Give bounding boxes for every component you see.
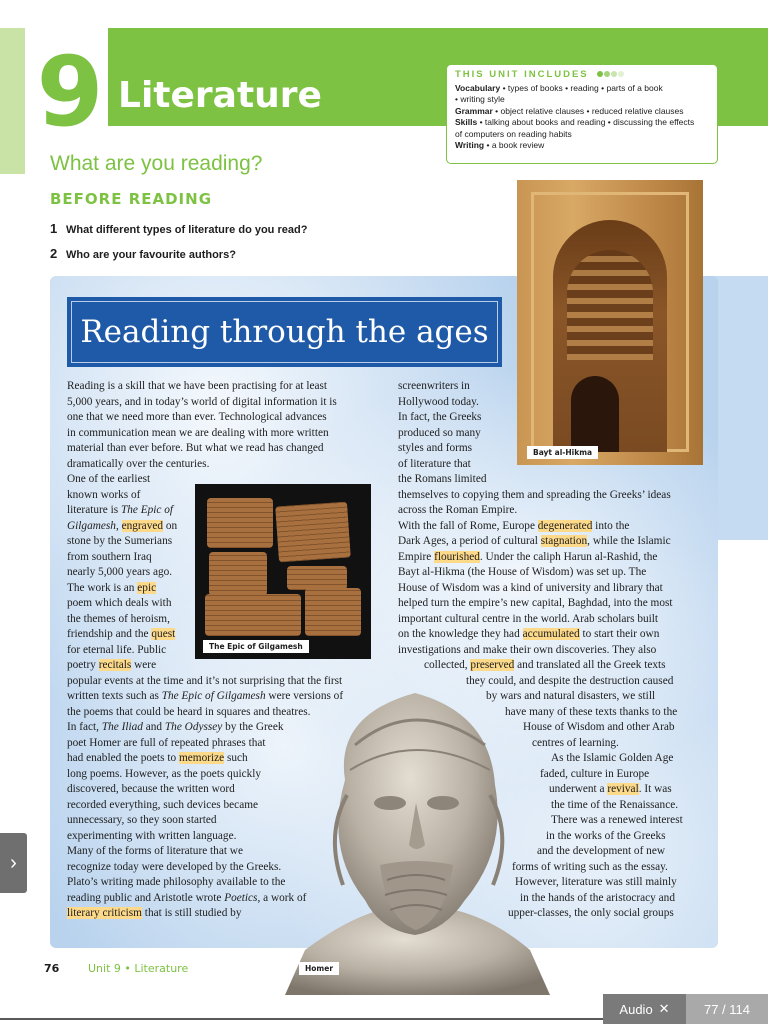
article-line — [67, 503, 173, 518]
text-run: Many of the forms of literature that we — [67, 845, 243, 857]
text-run: that is still studied by — [141, 907, 242, 919]
text-run: into the — [592, 519, 630, 532]
text-run: stone by the Sumerians — [67, 535, 173, 547]
text-run: reading public and Aristotle wrote — [67, 891, 225, 904]
text-run: experimenting with written language. — [67, 829, 237, 842]
highlighted-word: revival — [607, 783, 639, 795]
dot-icon — [604, 71, 610, 77]
article-line — [67, 860, 281, 875]
text-run: in communication mean we are dealing with more written — [67, 426, 329, 439]
text-run: material than ever before. But what we read has changed — [67, 442, 324, 454]
text-run: poet Homer are full of repeated phrases that — [67, 736, 266, 749]
text-run: on the knowledge they had — [398, 628, 523, 640]
question-text: Who are your favourite authors? — [66, 249, 236, 261]
unit-side-bar — [0, 28, 25, 174]
article-line — [398, 488, 671, 503]
article-line — [67, 751, 248, 766]
article-line — [67, 457, 209, 472]
article-title: Reading through the ages — [71, 301, 498, 363]
text-run: had enabled the poets to — [67, 752, 179, 764]
article-line — [67, 472, 150, 487]
unit-includes-title: THIS UNIT INCLUDES — [455, 69, 589, 80]
article-line — [398, 395, 479, 410]
article-line — [398, 410, 481, 425]
tablet-caption: The Epic of Gilgamesh — [203, 640, 309, 653]
question-text: What different types of literature do you read? — [66, 224, 308, 236]
text-run: in the hands of the aristocracy and — [520, 891, 675, 904]
text-run: friendship and the — [67, 628, 152, 640]
text-run: House of Wisdom and other Arab — [523, 721, 675, 733]
grammar-row — [455, 106, 709, 118]
text-run: and the development of new — [537, 845, 665, 857]
unit-number: 9 — [36, 36, 104, 148]
highlighted-word: stagnation — [540, 535, 588, 547]
question-number: 1 — [50, 221, 58, 236]
tablet-fragment — [305, 588, 361, 636]
text-run: on — [163, 519, 178, 532]
text-run: However, literature was still mainly — [515, 876, 677, 888]
question-number: 2 — [50, 246, 58, 261]
article-line — [67, 875, 285, 890]
text-run: 5,000 years, and in today’s world of digital information it is — [67, 395, 337, 408]
text-run: nearly 5,000 years ago. — [67, 566, 173, 578]
article-line — [67, 798, 258, 813]
highlighted-word: literary criticism — [67, 907, 142, 919]
homer-caption: Homer — [299, 962, 339, 975]
text-run: . Under the caliph Harun al-Rashid, the — [479, 550, 658, 563]
article-line — [67, 534, 172, 549]
muqarnas-shape — [567, 250, 653, 360]
italic-title: The Epic of Gilgamesh — [161, 690, 266, 702]
unit-title: Literature — [118, 75, 322, 116]
audio-toggle-button[interactable] — [603, 994, 686, 1024]
vocabulary-row-2: • writing style — [455, 94, 505, 104]
article-line — [67, 596, 171, 611]
article-line — [67, 643, 166, 658]
article-line — [67, 519, 177, 534]
tablet-fragment — [275, 502, 351, 563]
article-line — [398, 643, 656, 658]
text-run: House of Wisdom was a kind of university and library that — [398, 581, 663, 594]
text-run: the time of the Renaissance. — [551, 798, 679, 811]
text-run: recognize today were developed by the Greeks. — [67, 860, 282, 873]
article-line — [546, 829, 666, 844]
writing-text: • a book review — [484, 140, 545, 150]
article-line — [398, 441, 472, 456]
text-run: in the works of the Greeks — [546, 829, 666, 842]
close-icon[interactable]: ✕ — [658, 1001, 670, 1016]
text-run: faded, culture in Europe — [540, 767, 650, 780]
highlighted-word: epic — [137, 581, 157, 594]
text-run: the themes of heroism, — [67, 612, 170, 625]
page-number: 76 — [44, 962, 60, 975]
text-run: , — [115, 519, 122, 532]
text-run: to start their own — [579, 628, 660, 640]
vocabulary-row — [455, 83, 709, 95]
text-run: screenwriters in — [398, 380, 470, 392]
text-run: discovered, because the written word — [67, 783, 235, 795]
progress-dots — [597, 69, 625, 81]
vocabulary-text: • types of books • reading • parts of a book — [500, 82, 663, 93]
article-line — [551, 751, 673, 766]
text-run: popular events at the time and it’s not surprising that the first — [67, 674, 343, 687]
text-run: dramatically over the centuries. — [67, 457, 210, 470]
article-line — [67, 813, 217, 828]
tablet-fragment — [205, 594, 301, 636]
text-run: centres of learning. — [532, 736, 619, 749]
highlighted-word: quest — [151, 628, 176, 640]
text-run: There was a renewed interest — [551, 814, 683, 826]
article-line — [67, 612, 170, 627]
text-run: poem which deals with — [67, 597, 172, 609]
article-line — [398, 503, 517, 518]
highlighted-word: preserved — [470, 659, 515, 671]
article-line — [398, 627, 659, 642]
article-title-box — [67, 297, 502, 367]
italic-title: Gilgamesh — [67, 519, 116, 532]
text-run: recorded everything, such devices became — [67, 798, 259, 811]
vocabulary-label: Vocabulary — [455, 82, 501, 93]
article-line — [67, 627, 175, 642]
skills-text: • talking about books and reading • discussing the effects — [477, 117, 695, 127]
unit-includes-box — [446, 64, 718, 164]
article-line — [67, 426, 329, 441]
article-line — [537, 844, 665, 859]
text-run: literature is — [67, 504, 121, 516]
text-run: and translated all the Greek texts — [514, 659, 666, 671]
tablet-fragment — [207, 498, 273, 548]
article-line — [67, 720, 283, 735]
text-run: With the fall of Rome, Europe — [398, 519, 538, 532]
text-run: collected, — [424, 659, 471, 671]
text-run: underwent a — [549, 783, 608, 795]
before-reading-heading: BEFORE READING — [50, 190, 213, 208]
text-run: Bayt al-Hikma (the House of Wisdom) was set up. The — [398, 566, 647, 578]
highlighted-word: accumulated — [522, 628, 580, 640]
unit-includes-heading — [455, 69, 709, 81]
text-run: across the Roman Empire. — [398, 504, 518, 516]
article-line — [67, 550, 152, 565]
article-line — [398, 519, 629, 534]
text-run: helped turn the empire’s new capital, Baghdad, into the most — [398, 597, 673, 609]
text-run: Hollywood today. — [398, 395, 479, 408]
article-line — [398, 550, 657, 565]
article-line — [67, 410, 327, 425]
text-run: Dark Ages, a period of cultural — [398, 535, 541, 547]
article-line — [67, 565, 172, 580]
bayt-caption: Bayt al-Hikma — [527, 446, 598, 459]
text-run: poetry — [67, 659, 99, 671]
article-line — [67, 891, 306, 906]
article-line — [67, 782, 235, 797]
dot-icon — [611, 71, 617, 77]
skills-label: Skills — [455, 117, 478, 127]
text-run: known works of — [67, 488, 141, 501]
text-run: the Romans limited — [398, 473, 487, 485]
article-line — [67, 705, 310, 720]
text-run: by wars and natural disasters, we still — [486, 690, 656, 702]
tablet-fragment — [287, 566, 347, 590]
text-run: themselves to copying them and spreading the Greeks’ ideas — [398, 488, 671, 501]
highlighted-word: memorize — [179, 752, 225, 764]
article-line — [398, 612, 658, 627]
text-run: upper-classes, the only social groups — [508, 907, 674, 919]
text-run: by the Greek — [222, 721, 284, 733]
dot-icon — [618, 71, 624, 77]
question-1 — [50, 221, 307, 236]
text-run: produced so many — [398, 426, 481, 439]
article-line — [398, 565, 646, 580]
text-run: The work is an — [67, 581, 138, 594]
text-run: long poems. However, as the poets quickly — [67, 767, 262, 780]
article-line — [67, 581, 156, 596]
audio-label: Audio — [619, 1001, 653, 1017]
article-line — [398, 472, 486, 487]
grammar-text: • object relative clauses • reduced relative clauses — [492, 105, 684, 116]
grammar-label: Grammar — [455, 105, 493, 116]
article-line — [67, 736, 266, 751]
highlighted-word: flourished — [434, 550, 480, 563]
text-run: Plato’s writing made philosophy available to the — [67, 876, 286, 888]
footer-unit-label: Unit 9 • Literature — [88, 962, 189, 975]
article-line — [551, 798, 678, 813]
article-line — [67, 767, 261, 782]
article-line — [551, 813, 683, 828]
article-line — [67, 441, 324, 456]
writing-label: Writing — [455, 140, 485, 150]
text-run: investigations and make their own discoveries. They also — [398, 643, 657, 656]
bayt-al-hikma-photo — [517, 180, 703, 465]
article-line — [67, 829, 236, 844]
text-run: from southern Iraq — [67, 550, 152, 563]
text-run: forms of writing such as the essay. — [512, 860, 668, 873]
article-line — [398, 534, 671, 549]
article-line — [67, 906, 241, 921]
text-run: styles and forms — [398, 442, 473, 454]
article-line — [398, 581, 663, 596]
italic-title: The Epic of — [120, 504, 174, 516]
text-run: written texts such as — [67, 690, 162, 702]
text-run: Reading is a skill that we have been practising for at least — [67, 380, 328, 392]
article-line — [398, 426, 481, 441]
article-line — [398, 596, 673, 611]
article-line — [67, 395, 337, 410]
article-line — [398, 457, 471, 472]
text-run: and — [142, 721, 165, 733]
page-indicator: 77 / 114 — [686, 994, 768, 1024]
skills-row — [455, 117, 709, 129]
gilgamesh-tablet-photo — [195, 484, 371, 659]
italic-title: The Iliad — [101, 721, 143, 733]
article-line — [67, 658, 156, 673]
text-run: they could, and despite the destruction caused — [466, 674, 674, 687]
unit-subtitle: What are you reading? — [50, 152, 263, 175]
text-run: for eternal life. Public — [67, 643, 167, 656]
text-run: Empire — [398, 550, 435, 563]
text-run: one that we need more than ever. Technological advances — [67, 411, 327, 423]
text-run: unnecessary, so they soon started — [67, 814, 217, 826]
text-run: In fact, the Greeks — [398, 411, 482, 423]
text-run: were — [131, 659, 157, 671]
doorway-shape — [571, 376, 619, 452]
writing-row — [455, 140, 709, 152]
text-run: have many of these texts thanks to the — [505, 705, 678, 718]
text-run: , while the Islamic — [587, 535, 671, 547]
article-line — [540, 767, 649, 782]
article-line — [67, 379, 327, 394]
text-run: such — [224, 752, 248, 764]
text-run: One of the earliest — [67, 473, 151, 485]
article-line — [424, 658, 666, 673]
next-page-button[interactable] — [0, 833, 27, 893]
text-run: As the Islamic Golden Age — [551, 752, 674, 764]
italic-title: The Odyssey — [164, 721, 223, 733]
tablet-fragment — [209, 552, 267, 596]
article-line — [67, 488, 140, 503]
article-line — [67, 844, 243, 859]
article-line — [549, 782, 672, 797]
dot-icon — [597, 71, 603, 77]
highlighted-word: recitals — [98, 659, 132, 671]
italic-title: Poetics — [224, 891, 258, 904]
text-run: the poems that could be heard in squares and theatres. — [67, 705, 311, 718]
text-run: of literature that — [398, 457, 471, 470]
skills-row-2: of computers on reading habits — [455, 128, 572, 139]
text-run: . It was — [638, 783, 672, 795]
text-run: important cultural centre in the world. Arab scholars built — [398, 612, 659, 625]
question-2 — [50, 246, 236, 261]
highlighted-word: engraved — [121, 519, 164, 532]
homer-bust-photo — [285, 685, 550, 995]
highlighted-word: degenerated — [537, 519, 593, 532]
text-run: were versions of — [265, 690, 344, 702]
article-line — [398, 379, 470, 394]
text-run: In fact, — [67, 721, 102, 733]
chevron-right-icon: › — [10, 851, 17, 874]
text-run: , a work of — [257, 891, 307, 904]
